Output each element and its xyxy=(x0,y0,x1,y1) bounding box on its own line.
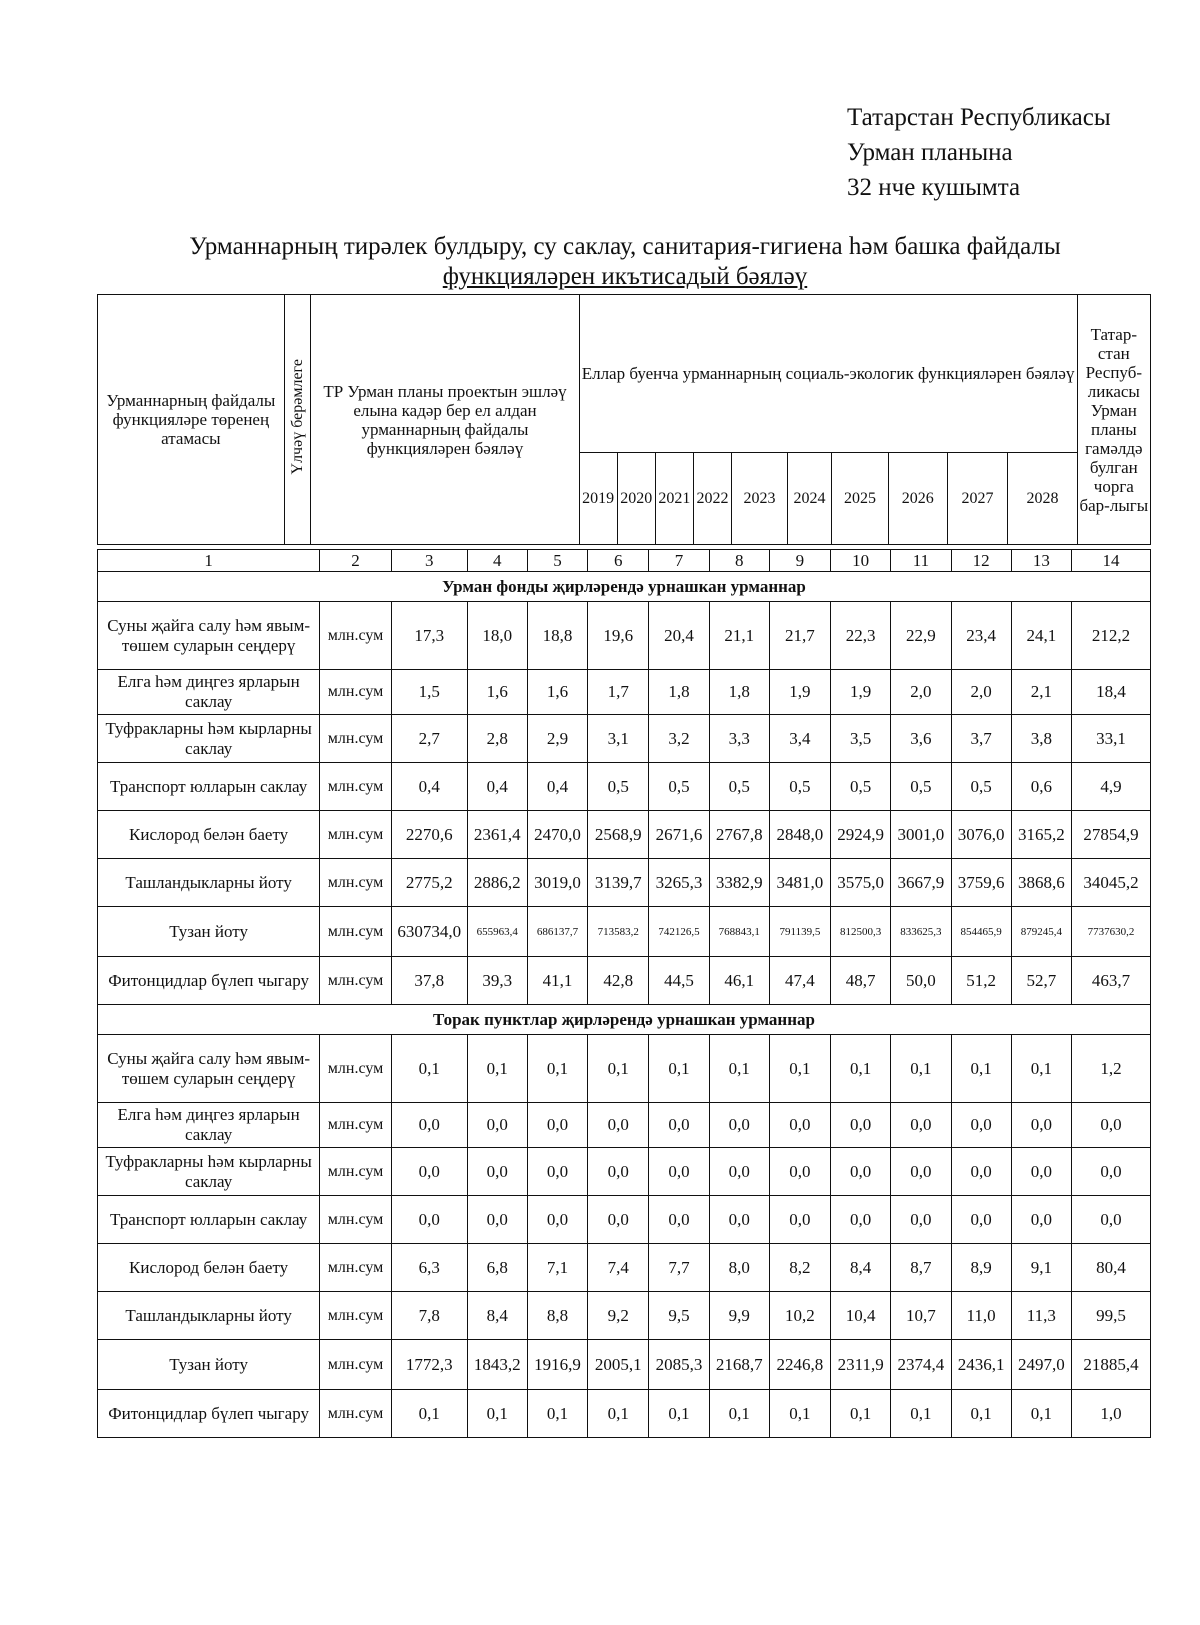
row-value: 6,8 xyxy=(467,1244,527,1292)
row-value: 0,0 xyxy=(467,1103,527,1148)
row-value: 2,8 xyxy=(467,715,527,763)
column-number: 2 xyxy=(320,550,392,572)
row-value: 2886,2 xyxy=(467,859,527,907)
table-row xyxy=(98,907,1151,957)
row-value: 18,4 xyxy=(1071,670,1150,715)
row-value: 0,0 xyxy=(831,1148,891,1196)
row-value: 44,5 xyxy=(649,957,709,1005)
table-row xyxy=(98,859,1151,907)
row-value: 0,5 xyxy=(891,763,951,811)
row-name: Елга һәм диңгез ярларын саклау xyxy=(98,1103,320,1148)
row-value: 3,1 xyxy=(588,715,649,763)
row-value: 9,2 xyxy=(588,1292,649,1340)
table-row xyxy=(98,1340,1151,1390)
row-value: 0,5 xyxy=(951,763,1011,811)
row-unit: млн.сум xyxy=(320,1340,392,1390)
header-name: Урманнарның файдалы функцияләре төренең атамасы xyxy=(98,295,285,545)
row-value: 212,2 xyxy=(1071,602,1150,670)
header-year-3: 2022 xyxy=(693,453,731,545)
row-value: 3001,0 xyxy=(891,811,951,859)
row-value: 0,1 xyxy=(709,1390,769,1438)
row-value: 742126,5 xyxy=(649,907,709,957)
row-value: 2436,1 xyxy=(951,1340,1011,1390)
row-value: 2,0 xyxy=(891,670,951,715)
section-title: Торак пунктлар җирләрендә урнашкан урманнар xyxy=(98,1005,1151,1035)
row-value: 0,0 xyxy=(527,1103,587,1148)
table-row xyxy=(98,763,1151,811)
row-value: 3165,2 xyxy=(1011,811,1071,859)
row-value: 0,1 xyxy=(649,1035,709,1103)
table-row xyxy=(98,1103,1151,1148)
row-value: 2361,4 xyxy=(467,811,527,859)
row-value: 0,0 xyxy=(891,1196,951,1244)
row-value: 0,1 xyxy=(769,1035,830,1103)
table-row xyxy=(98,1196,1151,1244)
row-value: 0,0 xyxy=(1011,1148,1071,1196)
row-value: 0,0 xyxy=(649,1103,709,1148)
row-value: 8,7 xyxy=(891,1244,951,1292)
column-number: 3 xyxy=(391,550,467,572)
row-value: 3481,0 xyxy=(769,859,830,907)
header-years-group: Еллар буенча урманнарның социаль-экологик функцияләрен бәяләү xyxy=(579,295,1077,453)
row-name: Ташландыкларны йоту xyxy=(98,859,320,907)
column-number: 5 xyxy=(527,550,587,572)
row-value: 879245,4 xyxy=(1011,907,1071,957)
row-value: 42,8 xyxy=(588,957,649,1005)
title-line-1: Урманнарның тирәлек булдыру, су саклау, санитария-гигиена һәм башка файдалы xyxy=(189,233,1061,260)
row-value: 0,1 xyxy=(891,1390,951,1438)
row-value: 1,6 xyxy=(467,670,527,715)
row-value: 0,0 xyxy=(1011,1196,1071,1244)
row-value: 0,5 xyxy=(649,763,709,811)
row-unit: млн.сум xyxy=(320,1196,392,1244)
row-value: 18,0 xyxy=(467,602,527,670)
row-value: 0,0 xyxy=(891,1148,951,1196)
row-value: 0,0 xyxy=(391,1103,467,1148)
row-unit: млн.сум xyxy=(320,957,392,1005)
row-value: 3382,9 xyxy=(709,859,769,907)
row-value: 1,7 xyxy=(588,670,649,715)
row-value: 6,3 xyxy=(391,1244,467,1292)
row-value: 3,8 xyxy=(1011,715,1071,763)
row-value: 0,1 xyxy=(649,1390,709,1438)
row-value: 0,1 xyxy=(769,1390,830,1438)
row-value: 2246,8 xyxy=(769,1340,830,1390)
row-value: 655963,4 xyxy=(467,907,527,957)
row-value: 833625,3 xyxy=(891,907,951,957)
document-title xyxy=(100,232,1150,292)
row-value: 8,0 xyxy=(709,1244,769,1292)
row-value: 37,8 xyxy=(391,957,467,1005)
row-name: Суны җайга салу һәм явым-төшем суларын сеңдерү xyxy=(98,602,320,670)
section-row xyxy=(98,1005,1151,1035)
row-value: 50,0 xyxy=(891,957,951,1005)
row-value: 0,6 xyxy=(1011,763,1071,811)
row-value: 1,5 xyxy=(391,670,467,715)
row-value: 47,4 xyxy=(769,957,830,1005)
row-unit: млн.сум xyxy=(320,1103,392,1148)
row-value: 0,0 xyxy=(588,1196,649,1244)
column-number: 9 xyxy=(769,550,830,572)
row-value: 22,3 xyxy=(831,602,891,670)
header-year-6: 2025 xyxy=(832,453,889,545)
row-value: 2924,9 xyxy=(831,811,891,859)
data-table xyxy=(97,549,1151,1438)
table-row xyxy=(98,811,1151,859)
row-value: 0,5 xyxy=(709,763,769,811)
column-number: 1 xyxy=(98,550,320,572)
row-value: 23,4 xyxy=(951,602,1011,670)
row-value: 9,9 xyxy=(709,1292,769,1340)
row-unit: млн.сум xyxy=(320,1035,392,1103)
row-value: 1,9 xyxy=(769,670,830,715)
header-year-4: 2023 xyxy=(732,453,788,545)
row-value: 0,0 xyxy=(391,1196,467,1244)
row-name: Кислород белән баету xyxy=(98,811,320,859)
row-value: 11,3 xyxy=(1011,1292,1071,1340)
row-name: Тузан йоту xyxy=(98,1340,320,1390)
row-value: 0,1 xyxy=(391,1390,467,1438)
row-value: 8,4 xyxy=(467,1292,527,1340)
row-value: 80,4 xyxy=(1071,1244,1150,1292)
row-value: 7737630,2 xyxy=(1071,907,1150,957)
row-unit: млн.сум xyxy=(320,1292,392,1340)
row-value: 3575,0 xyxy=(831,859,891,907)
row-value: 0,0 xyxy=(951,1196,1011,1244)
row-value: 2270,6 xyxy=(391,811,467,859)
appendix-line-3: 32 нче кушымта xyxy=(847,174,1021,201)
table-header xyxy=(97,294,1151,545)
column-number: 6 xyxy=(588,550,649,572)
row-value: 19,6 xyxy=(588,602,649,670)
row-value: 0,4 xyxy=(527,763,587,811)
row-value: 2767,8 xyxy=(709,811,769,859)
row-unit: млн.сум xyxy=(320,1148,392,1196)
row-name: Фитонцидлар бүлеп чыгару xyxy=(98,957,320,1005)
row-value: 34045,2 xyxy=(1071,859,1150,907)
row-value: 0,1 xyxy=(527,1390,587,1438)
table-row xyxy=(98,957,1151,1005)
row-value: 0,1 xyxy=(831,1035,891,1103)
row-unit: млн.сум xyxy=(320,670,392,715)
column-number: 7 xyxy=(649,550,709,572)
row-value: 0,0 xyxy=(831,1103,891,1148)
row-value: 0,5 xyxy=(769,763,830,811)
row-value: 2,9 xyxy=(527,715,587,763)
row-value: 7,4 xyxy=(588,1244,649,1292)
column-number: 12 xyxy=(951,550,1011,572)
row-value: 39,3 xyxy=(467,957,527,1005)
row-value: 4,9 xyxy=(1071,763,1150,811)
row-unit: млн.сум xyxy=(320,1244,392,1292)
row-value: 0,0 xyxy=(769,1148,830,1196)
row-value: 0,1 xyxy=(891,1035,951,1103)
row-value: 3,2 xyxy=(649,715,709,763)
row-value: 2671,6 xyxy=(649,811,709,859)
header-total: Татар-стан Респуб-ликасы Урман планы гамәлдә булган чорга бар-лыгы xyxy=(1077,295,1150,545)
row-value: 0,0 xyxy=(1071,1148,1150,1196)
row-value: 3,5 xyxy=(831,715,891,763)
row-value: 0,1 xyxy=(467,1390,527,1438)
row-value: 1,6 xyxy=(527,670,587,715)
row-value: 1843,2 xyxy=(467,1340,527,1390)
row-value: 33,1 xyxy=(1071,715,1150,763)
row-value: 3,6 xyxy=(891,715,951,763)
row-value: 1916,9 xyxy=(527,1340,587,1390)
row-value: 0,0 xyxy=(709,1196,769,1244)
row-value: 630734,0 xyxy=(391,907,467,957)
row-value: 1,2 xyxy=(1071,1035,1150,1103)
row-value: 0,1 xyxy=(588,1390,649,1438)
row-value: 0,1 xyxy=(527,1035,587,1103)
row-value: 46,1 xyxy=(709,957,769,1005)
row-name: Кислород белән баету xyxy=(98,1244,320,1292)
row-value: 21885,4 xyxy=(1071,1340,1150,1390)
row-value: 0,1 xyxy=(588,1035,649,1103)
row-value: 0,0 xyxy=(951,1103,1011,1148)
row-unit: млн.сум xyxy=(320,602,392,670)
row-value: 1,0 xyxy=(1071,1390,1150,1438)
row-value: 463,7 xyxy=(1071,957,1150,1005)
row-value: 1,9 xyxy=(831,670,891,715)
row-value: 11,0 xyxy=(951,1292,1011,1340)
row-value: 2775,2 xyxy=(391,859,467,907)
row-value: 3076,0 xyxy=(951,811,1011,859)
header-year-8: 2027 xyxy=(947,453,1008,545)
row-value: 0,0 xyxy=(891,1103,951,1148)
row-value: 0,1 xyxy=(1011,1390,1071,1438)
row-unit: млн.сум xyxy=(320,859,392,907)
row-value: 0,1 xyxy=(709,1035,769,1103)
row-value: 7,7 xyxy=(649,1244,709,1292)
table-row xyxy=(98,1390,1151,1438)
row-value: 2085,3 xyxy=(649,1340,709,1390)
row-value: 0,5 xyxy=(588,763,649,811)
row-value: 0,0 xyxy=(709,1148,769,1196)
column-number-row xyxy=(98,550,1151,572)
row-value: 0,0 xyxy=(467,1196,527,1244)
row-value: 20,4 xyxy=(649,602,709,670)
row-value: 24,1 xyxy=(1011,602,1071,670)
row-value: 27854,9 xyxy=(1071,811,1150,859)
row-value: 0,0 xyxy=(831,1196,891,1244)
row-value: 3019,0 xyxy=(527,859,587,907)
row-value: 3,3 xyxy=(709,715,769,763)
row-value: 0,0 xyxy=(467,1148,527,1196)
row-value: 791139,5 xyxy=(769,907,830,957)
section-title: Урман фонды җирләрендә урнашкан урманнар xyxy=(98,572,1151,602)
row-name: Туфракларны һәм кырларны саклау xyxy=(98,1148,320,1196)
row-name: Суны җайга салу һәм явым-төшем суларын сеңдерү xyxy=(98,1035,320,1103)
row-value: 2568,9 xyxy=(588,811,649,859)
row-value: 0,0 xyxy=(709,1103,769,1148)
row-value: 0,0 xyxy=(1011,1103,1071,1148)
row-value: 0,0 xyxy=(527,1196,587,1244)
row-value: 22,9 xyxy=(891,602,951,670)
row-value: 99,5 xyxy=(1071,1292,1150,1340)
column-number: 8 xyxy=(709,550,769,572)
row-value: 0,1 xyxy=(391,1035,467,1103)
table-row xyxy=(98,1148,1151,1196)
row-value: 2,7 xyxy=(391,715,467,763)
appendix-line-2: Урман планына xyxy=(847,139,1013,166)
row-value: 9,5 xyxy=(649,1292,709,1340)
row-value: 7,1 xyxy=(527,1244,587,1292)
row-value: 2470,0 xyxy=(527,811,587,859)
row-value: 8,2 xyxy=(769,1244,830,1292)
row-value: 3139,7 xyxy=(588,859,649,907)
row-value: 3868,6 xyxy=(1011,859,1071,907)
row-name: Фитонцидлар бүлеп чыгару xyxy=(98,1390,320,1438)
row-value: 48,7 xyxy=(831,957,891,1005)
row-value: 21,1 xyxy=(709,602,769,670)
title-line-2: функцияләрен икътисадый бәяләү xyxy=(442,263,808,290)
table-row xyxy=(98,1292,1151,1340)
row-value: 51,2 xyxy=(951,957,1011,1005)
row-value: 0,1 xyxy=(951,1035,1011,1103)
row-value: 3,7 xyxy=(951,715,1011,763)
row-value: 1772,3 xyxy=(391,1340,467,1390)
row-value: 17,3 xyxy=(391,602,467,670)
header-year-0: 2019 xyxy=(579,453,617,545)
row-value: 0,0 xyxy=(391,1148,467,1196)
row-value: 2168,7 xyxy=(709,1340,769,1390)
row-value: 2374,4 xyxy=(891,1340,951,1390)
row-value: 3759,6 xyxy=(951,859,1011,907)
row-value: 18,8 xyxy=(527,602,587,670)
column-number: 11 xyxy=(891,550,951,572)
row-value: 0,0 xyxy=(527,1148,587,1196)
row-value: 0,1 xyxy=(831,1390,891,1438)
appendix-label xyxy=(847,100,1111,205)
table-row xyxy=(98,715,1151,763)
row-value: 8,8 xyxy=(527,1292,587,1340)
table-row xyxy=(98,670,1151,715)
row-value: 0,0 xyxy=(951,1148,1011,1196)
row-value: 713583,2 xyxy=(588,907,649,957)
row-value: 3667,9 xyxy=(891,859,951,907)
row-value: 0,5 xyxy=(831,763,891,811)
row-value: 686137,7 xyxy=(527,907,587,957)
row-value: 768843,1 xyxy=(709,907,769,957)
row-value: 8,9 xyxy=(951,1244,1011,1292)
row-value: 2,1 xyxy=(1011,670,1071,715)
header-unit xyxy=(284,295,311,545)
row-value: 10,7 xyxy=(891,1292,951,1340)
section-row xyxy=(98,572,1151,602)
table-row xyxy=(98,1035,1151,1103)
row-name: Ташландыкларны йоту xyxy=(98,1292,320,1340)
row-value: 52,7 xyxy=(1011,957,1071,1005)
row-value: 8,4 xyxy=(831,1244,891,1292)
row-value: 1,8 xyxy=(709,670,769,715)
header-base: ТР Урман планы проектын эшләү елына кадәр бер ел алдан урманнарның файдалы функцияләрен бәяләү xyxy=(311,295,579,545)
row-value: 10,4 xyxy=(831,1292,891,1340)
row-unit: млн.сум xyxy=(320,763,392,811)
row-value: 0,1 xyxy=(467,1035,527,1103)
row-value: 0,0 xyxy=(588,1103,649,1148)
row-value: 0,0 xyxy=(1071,1196,1150,1244)
row-name: Туфракларны һәм кырларны саклау xyxy=(98,715,320,763)
row-value: 0,0 xyxy=(649,1148,709,1196)
row-value: 0,1 xyxy=(1011,1035,1071,1103)
header-year-9: 2028 xyxy=(1008,453,1077,545)
row-value: 21,7 xyxy=(769,602,830,670)
row-value: 0,0 xyxy=(769,1196,830,1244)
row-value: 2497,0 xyxy=(1011,1340,1071,1390)
row-value: 0,0 xyxy=(769,1103,830,1148)
header-year-1: 2020 xyxy=(617,453,655,545)
row-value: 0,1 xyxy=(951,1390,1011,1438)
table-row xyxy=(98,1244,1151,1292)
header-unit-text: Үлчәү берәмлеге xyxy=(289,359,307,475)
row-value: 0,0 xyxy=(1071,1103,1150,1148)
column-number: 10 xyxy=(831,550,891,572)
row-name: Транспорт юлларын саклау xyxy=(98,763,320,811)
row-value: 0,4 xyxy=(467,763,527,811)
row-value: 3265,3 xyxy=(649,859,709,907)
row-value: 812500,3 xyxy=(831,907,891,957)
row-value: 2311,9 xyxy=(831,1340,891,1390)
header-year-7: 2026 xyxy=(888,453,947,545)
row-name: Транспорт юлларын саклау xyxy=(98,1196,320,1244)
header-year-2: 2021 xyxy=(655,453,693,545)
column-number: 13 xyxy=(1011,550,1071,572)
row-name: Тузан йоту xyxy=(98,907,320,957)
header-year-5: 2024 xyxy=(787,453,831,545)
row-value: 0,4 xyxy=(391,763,467,811)
row-value: 2005,1 xyxy=(588,1340,649,1390)
appendix-line-1: Татарстан Республикасы xyxy=(847,104,1111,131)
row-unit: млн.сум xyxy=(320,907,392,957)
table-row xyxy=(98,602,1151,670)
row-unit: млн.сум xyxy=(320,811,392,859)
row-unit: млн.сум xyxy=(320,1390,392,1438)
row-value: 10,2 xyxy=(769,1292,830,1340)
row-value: 0,0 xyxy=(588,1148,649,1196)
row-value: 2,0 xyxy=(951,670,1011,715)
row-value: 0,0 xyxy=(649,1196,709,1244)
row-value: 41,1 xyxy=(527,957,587,1005)
row-value: 854465,9 xyxy=(951,907,1011,957)
row-unit: млн.сум xyxy=(320,715,392,763)
column-number: 14 xyxy=(1071,550,1150,572)
row-value: 1,8 xyxy=(649,670,709,715)
column-number: 4 xyxy=(467,550,527,572)
row-name: Елга һәм диңгез ярларын саклау xyxy=(98,670,320,715)
row-value: 3,4 xyxy=(769,715,830,763)
row-value: 9,1 xyxy=(1011,1244,1071,1292)
row-value: 7,8 xyxy=(391,1292,467,1340)
row-value: 2848,0 xyxy=(769,811,830,859)
